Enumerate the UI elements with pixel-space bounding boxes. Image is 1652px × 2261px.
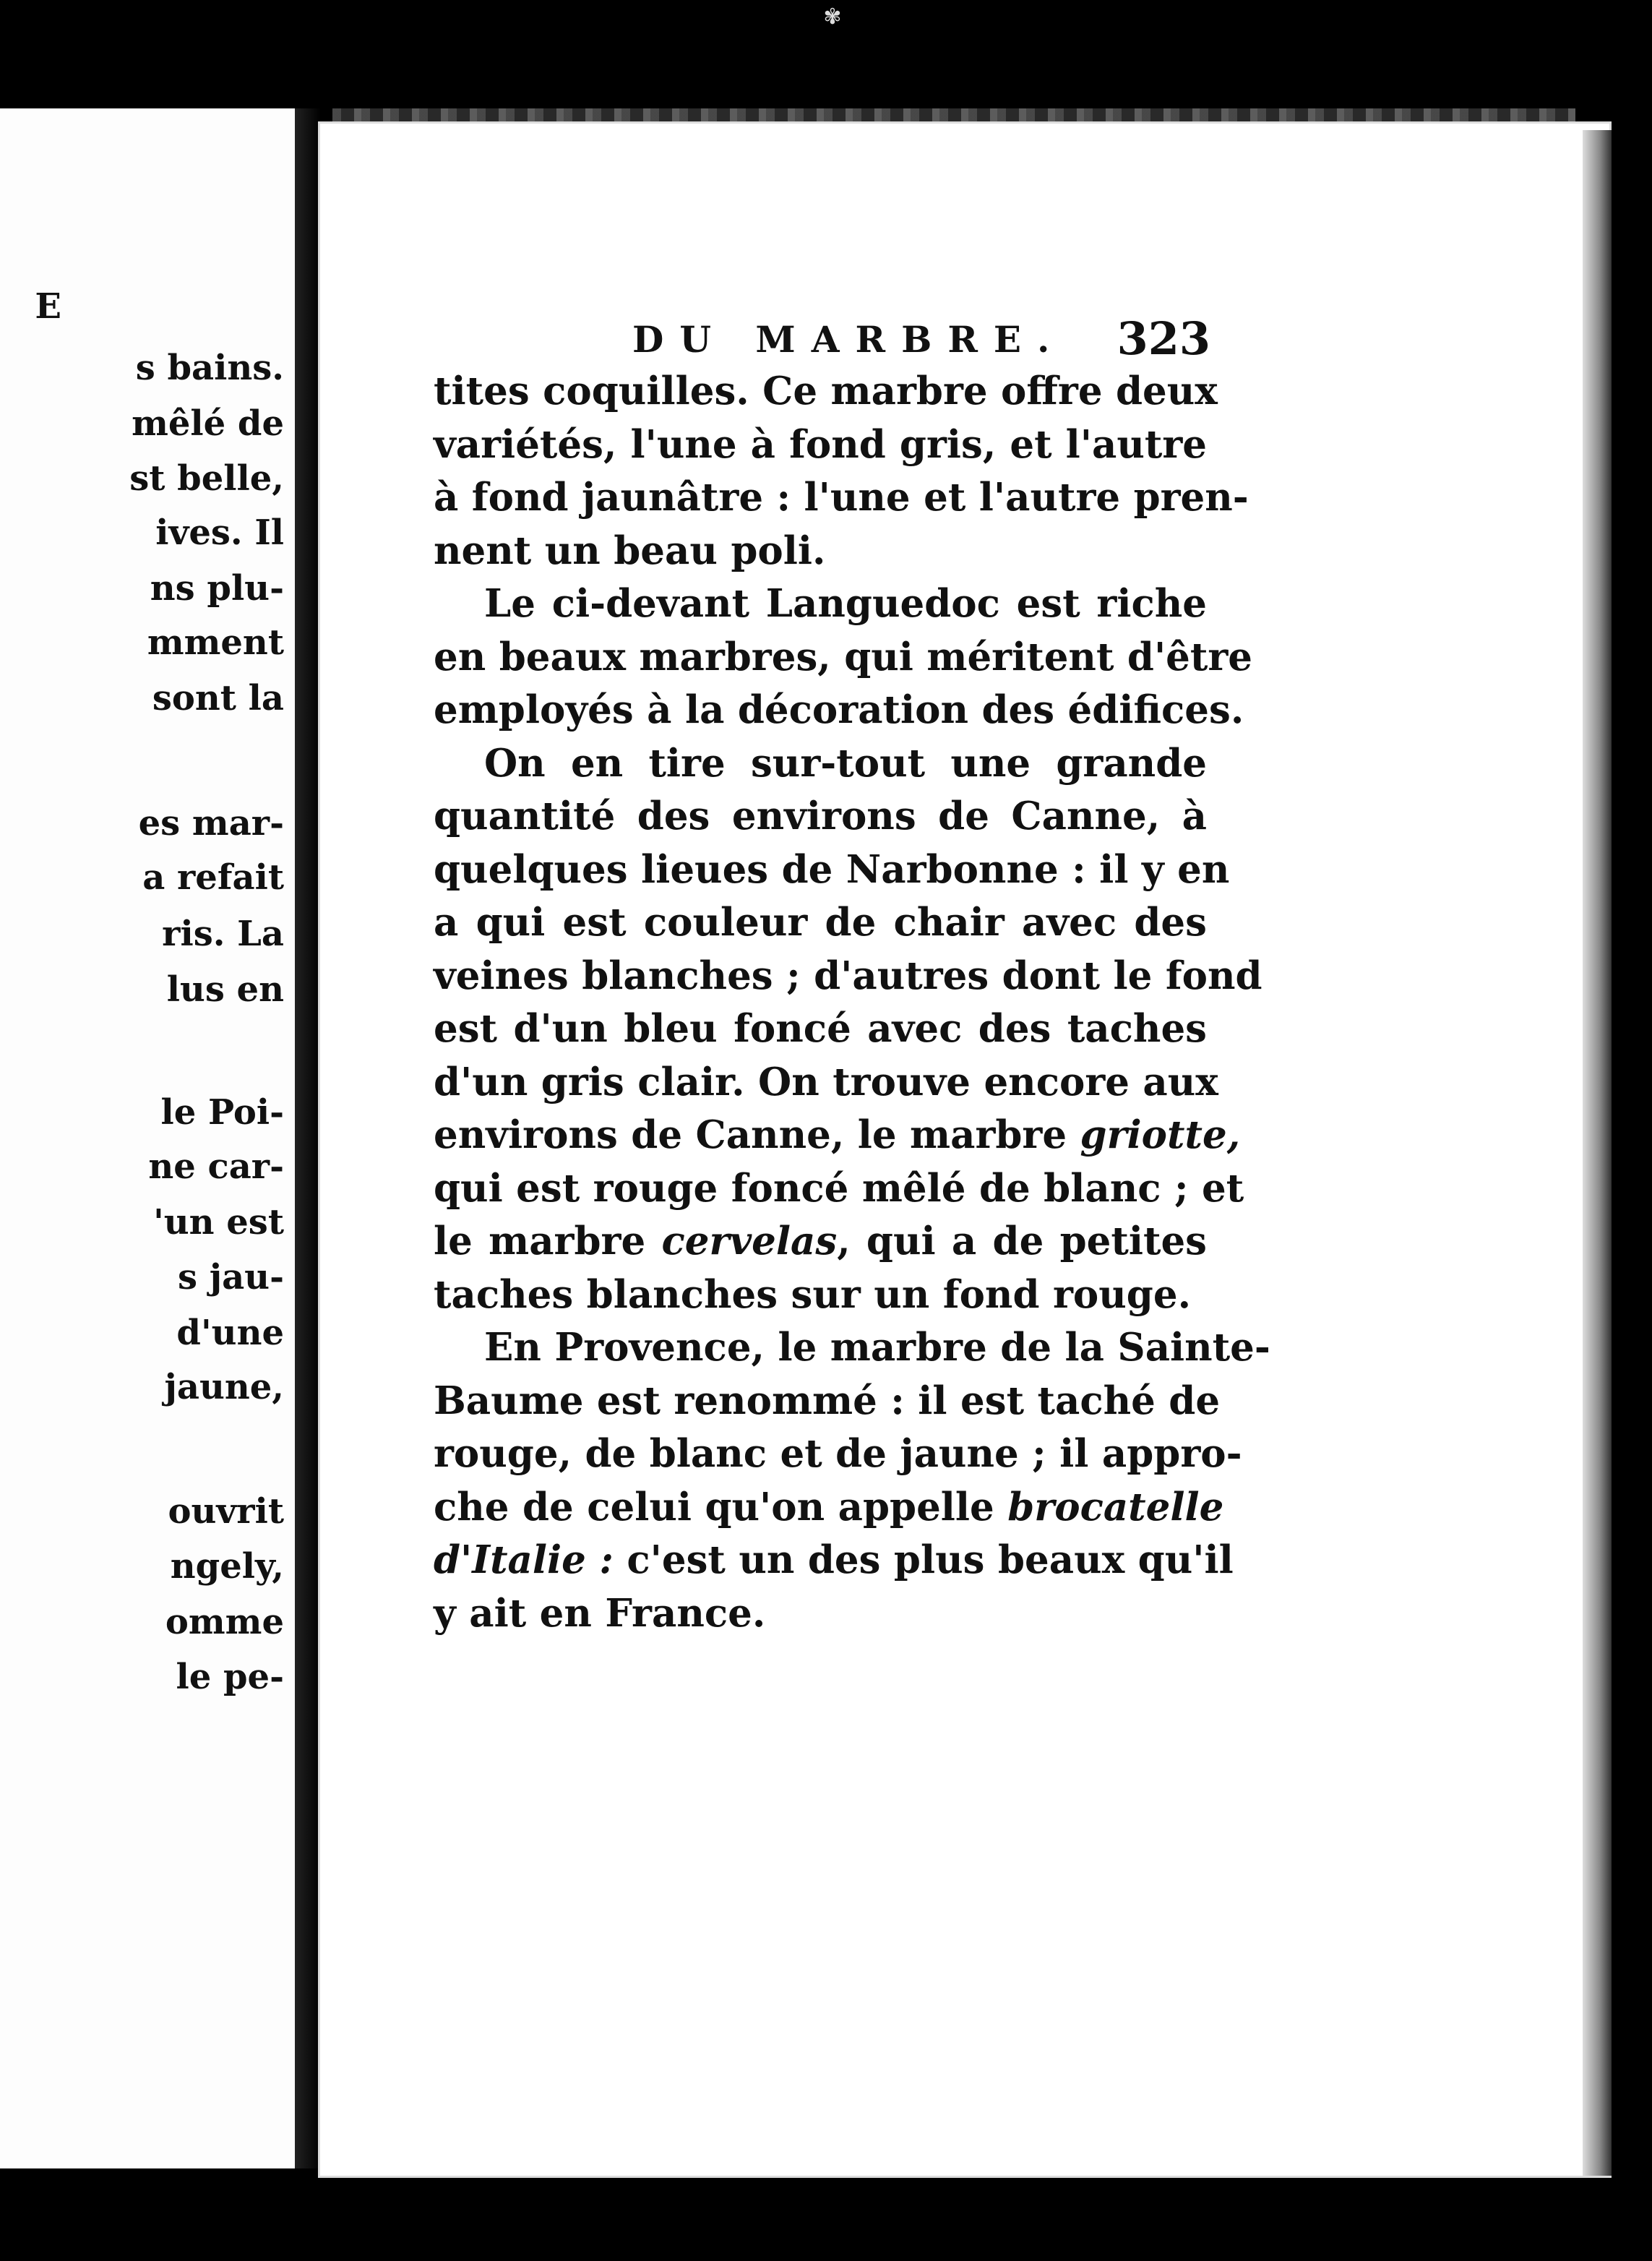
left-line-fragment: ngely, [170,1546,284,1587]
left-line-fragment: d'une [176,1313,284,1353]
text-line-with-italic [434,1109,1241,1162]
left-line-fragment: mêlé de [132,403,284,444]
left-line-fragment: es mar- [138,803,284,844]
left-line-fragment: ne car- [148,1146,284,1187]
text-segment: , qui a de petites [837,1219,1208,1264]
book-gutter [295,108,321,2168]
left-line-fragment: s bains. [135,348,284,388]
text-line: d'un gris clair. On trouve encore aux [434,1059,1218,1104]
left-line-fragment: ns plu- [150,568,284,609]
left-line-fragment: lus en [166,969,284,1010]
page-top-edge [332,108,1575,121]
left-line-fragment: E [35,286,61,327]
text-line: est d'un bleu foncé avec des taches [434,1006,1207,1051]
left-line-fragment: omme [165,1602,284,1642]
italic-term: cervelas [661,1219,838,1264]
text-line: nent un beau poli. [434,528,826,573]
text-segment: environs de Canne, le marbre [434,1112,1067,1157]
paragraph-start-line: Le ci-devant Languedoc est riche [484,581,1207,626]
text-line: a qui est couleur de chair avec des [434,900,1207,945]
text-line: taches blanches sur un fond rouge. [434,1271,1192,1317]
page-header [632,312,1210,369]
left-line-fragment: st belle, [129,458,284,499]
left-line-fragment: s jau- [177,1257,284,1297]
left-line-fragment: le Poi- [160,1092,284,1133]
paragraph-start-line: On en tire sur-tout une grande [484,740,1207,786]
left-line-fragment: a refait [142,857,284,898]
text-line: en beaux marbres, qui méritent d'être [434,634,1253,679]
text-line: quelques lieues de Narbonne : il y en [434,846,1230,892]
text-segment: che de celui qu'on appelle [434,1484,994,1530]
left-line-fragment: sont la [152,678,284,718]
left-line-fragment: ouvrit [168,1491,284,1532]
left-line-fragment: ris. La [162,914,284,954]
left-line-fragment: ives. Il [155,512,284,553]
text-line: tites coquilles. Ce marbre offre deux [434,369,1218,413]
text-line-with-italic [434,1481,1224,1535]
page-body [434,365,1270,1640]
text-line: employés à la décoration des édifices. [434,687,1244,732]
text-segment: le marbre [434,1219,646,1264]
text-line: à fond jaunâtre : l'une et l'autre pren- [434,475,1249,520]
left-line-fragment: 'un est [153,1202,284,1243]
italic-term: griotte, [1080,1112,1241,1157]
page-edge-shadow [1583,130,1612,2176]
text-line: rouge, de blanc et de jaune ; il appro- [434,1431,1242,1476]
paragraph-start-line: En Provence, le marbre de la Sainte- [484,1325,1270,1370]
text-line-with-italic [434,1534,1234,1587]
left-line-fragment: jaune, [164,1367,284,1407]
ornament-mark: ✾ [823,4,842,30]
page-number: 323 [1117,312,1210,365]
text-line: y ait en France. [434,1590,766,1636]
running-title: DU MARBRE. [632,318,1066,361]
text-line: Baume est renommé : il est taché de [434,1378,1221,1423]
left-line-fragment: le pe- [176,1657,284,1697]
text-line: qui est rouge foncé mêlé de blanc ; et [434,1165,1244,1211]
left-line-fragment: mment [147,622,284,663]
previous-page-fragment [0,108,300,2168]
text-line: quantité des environs de Canne, à [434,794,1207,838]
italic-term: brocatelle [1007,1484,1224,1530]
text-segment: c'est un des plus beaux qu'il [627,1537,1234,1582]
text-line: veines blanches ; d'autres dont le fond [434,953,1262,998]
italic-term: d'Italie : [434,1537,614,1582]
text-line: variétés, l'une à fond gris, et l'autre [434,421,1207,467]
text-line-with-italic [434,1215,1207,1269]
